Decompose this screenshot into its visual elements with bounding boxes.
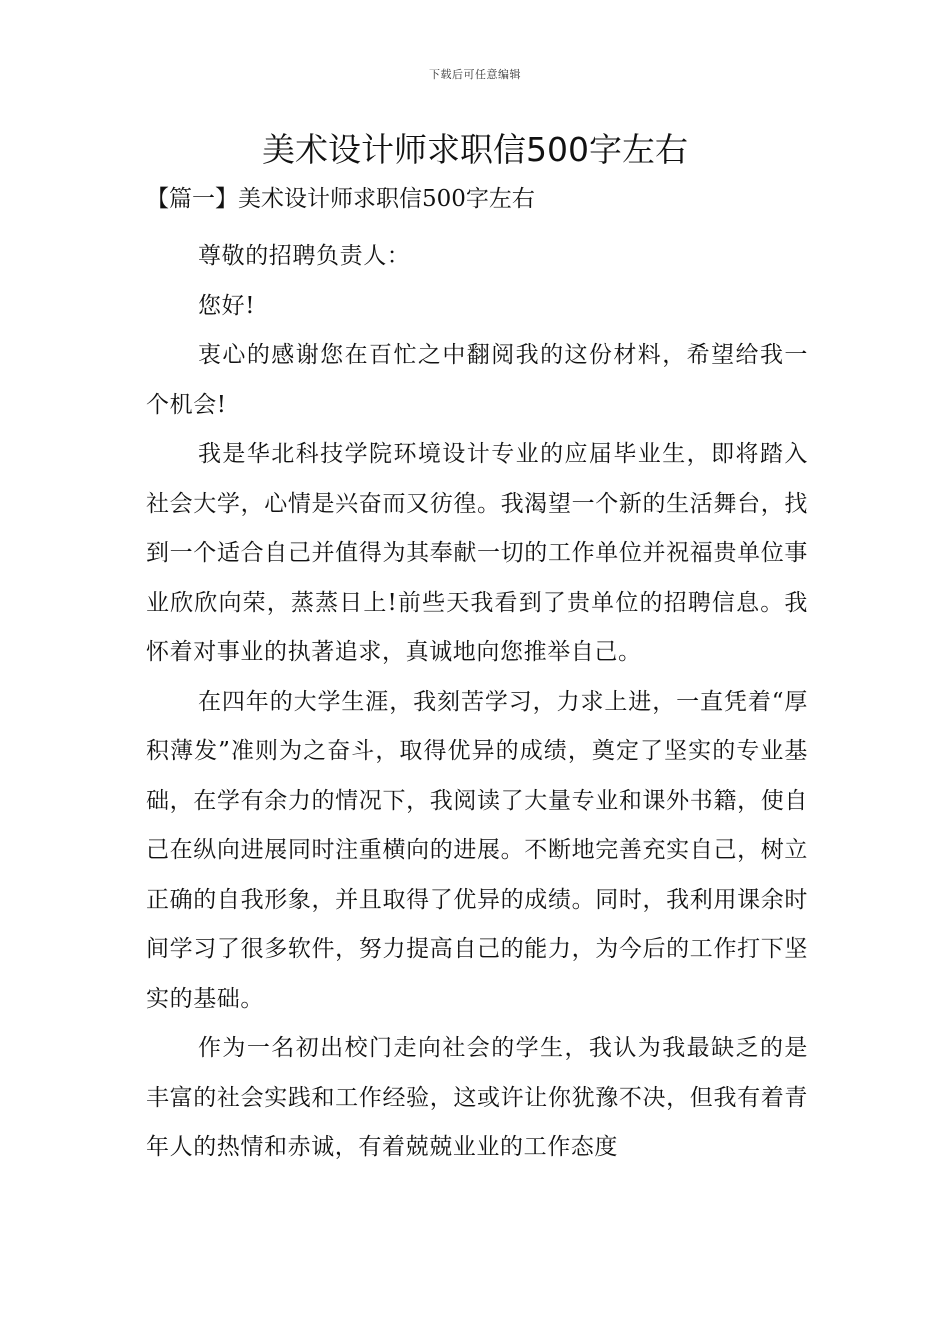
- body-paragraph: 在四年的大学生涯，我刻苦学习，力求上进，一直凭着“厚积薄发”准则为之奋斗，取得优异的成绩，奠定了坚实的专业基础，在学有余力的情况下，我阅读了大量专业和课外书籍，使自己在纵向进展同时注重横向的进展。不断地完善充实自己，树立正确的自我形象，并且取得了优异的成绩。同时，我利用课余时间学习了很多软件，努力提高自己的能力，为今后的工作打下坚实的基础。: [146, 688, 808, 1012]
- letter-body: [146, 232, 808, 1173]
- body-paragraph: 衷心的感谢您在百忙之中翻阅我的这份材料，希望给我一个机会!: [146, 342, 808, 418]
- header-note: 下载后可任意编辑: [429, 68, 521, 81]
- salutation: 尊敬的招聘负责人：: [198, 243, 411, 269]
- section-heading: 【篇一】美术设计师求职信500字左右: [146, 186, 535, 212]
- body-paragraph: 我是华北科技学院环境设计专业的应届毕业生，即将踏入社会大学，心情是兴奋而又彷徨。我渴望一个新的生活舞台，找到一个适合自己并值得为其奉献一切的工作单位并祝福贵单位事业欣欣向荣，蒸蒸日上!前些天我看到了贵单位的招聘信息。我怀着对事业的执著追求，真诚地向您推举自己。: [146, 441, 808, 665]
- document-title: 美术设计师求职信500字左右: [262, 130, 688, 169]
- body-paragraph: 作为一名初出校门走向社会的学生，我认为我最缺乏的是丰富的社会实践和工作经验，这或许让你犹豫不决，但我有着青年人的热情和赤诚，有着兢兢业业的工作态度: [146, 1035, 808, 1160]
- greeting: 您好!: [198, 292, 256, 319]
